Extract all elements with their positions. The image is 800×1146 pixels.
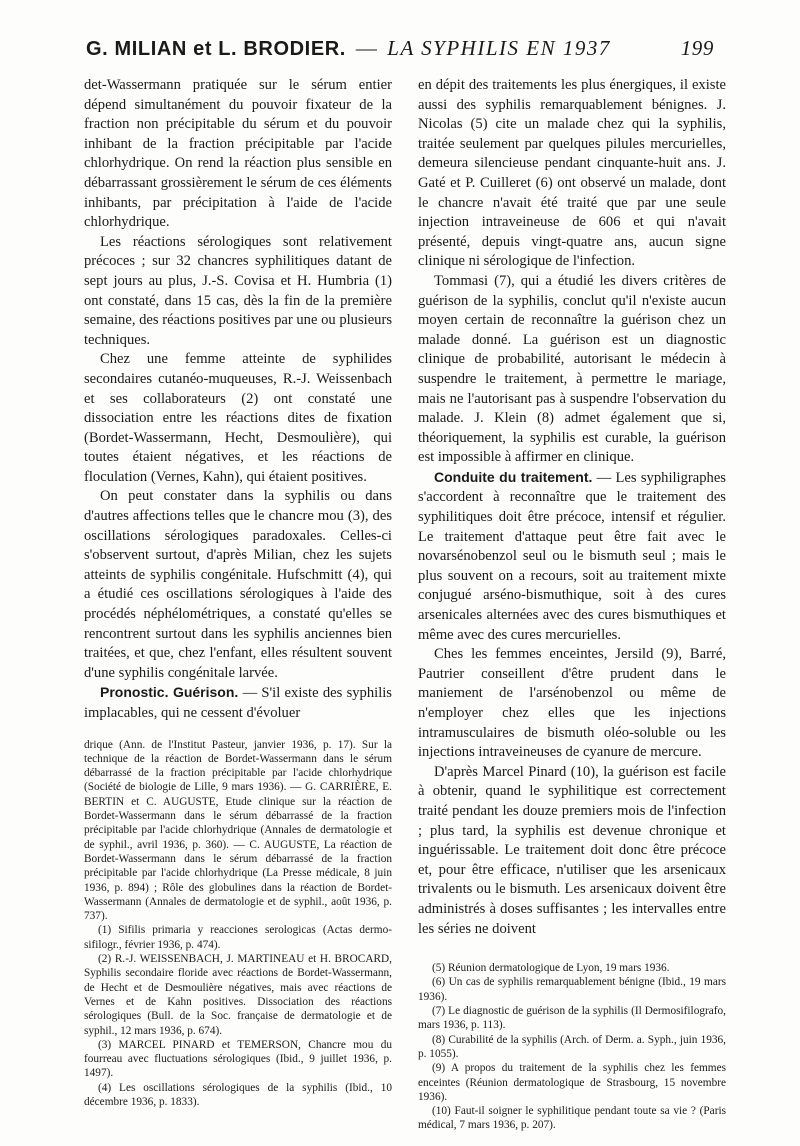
header-dash: — [355, 36, 378, 60]
footnote: (7) Le diagnostic de guérison de la syphilis (Il Dermosifilografo, mars 1936, p. 113). [418, 1005, 726, 1032]
body-paragraph: Ches les femmes enceintes, Jersild (9), Barré, Pautrier conseillent d'être prudent dans le maniement de l'arsénobenzol ou même de n'employer chez elles que les injections intramusculaires de bismuth oléo-soluble ou les injections intraveineuses de cyanure de mercure. [418, 646, 726, 761]
body-paragraph: Les réactions sérologiques sont relativement précoces ; sur 32 chancres syphilitiques datant de sept jours au plus, J.-S. Covisa et H. Humbria (1) ont constaté, dans 15 cas, dès la fin de la première semaine, des réactions positives par une ou plusieurs techniques. [84, 233, 393, 348]
pronostic-text: — S'il existe des syphilis implacables, qui ne cessent d'évoluer [84, 685, 392, 721]
footnote: (2) R.-J. WEISSENBACH, J. MARTINEAU et H. BROCARD, Syphilis secondaire floride avec réactions de Bordet-Wassermann, de Hecht et de Desmoulière négatives, mais avec réactions de Vernes et de Kahn positives. Dissociation des réactions sérologiques (Bull. de la Soc. française de dermatologie et de syphil., 12 mars 1936, p. 674). [84, 953, 392, 1037]
footnote: (5) Réunion dermatologique de Lyon, 19 mars 1936. [432, 962, 670, 975]
conduite-paragraph [418, 468, 726, 645]
running-header [86, 36, 714, 76]
conduite-text: — Les syphiligraphes s'accordent à reconnaître que le traitement des syphilitiques doit être précoce, intensif et régulier. Le traitement d'attaque peut être fait avec le novarsénobenzol seul ou le bismuth seul ; mais le plus souvent on a recours, soit au traitement mixte conjugué arséno-bismuthique, soit à des cures arsenicales alternées avec des cures bismuthiques et même avec des cures mercurielles. [418, 469, 726, 643]
body-paragraph: en dépit des traitements les plus énergiques, il existe aussi des syphilis remarquablement bénignes. J. Nicolas (5) cite un malade chez qui la syphilis, traitée seulement par quelques pilules mercurielles, demeura silencieuse pendant cinquante-huit ans. J. Gaté et P. Cuilleret (6) ont observé un malade, dont le chancre n'avait été traité que par une seule injection intraveineuse de 606 et qui n'avait présenté, depuis vingt-quatre ans, aucun signe clinique ni sérologique de l'infection. [418, 77, 726, 270]
body-paragraph: D'après Marcel Pinard (10), la guérison est facile à obtenir, quand le syphilitique est correctement traité pendant les douze premiers mois de l'infection ; plus tard, la syphilis est devenue chronique et inguérissable. Le traitement doit donc être précoce et, pour être efficace, n'utiliser que les arsenicaux trivalents ou le bismuth. Les arsenicaux doivent être administrés à doses suffisantes ; les intervalles entre les séries ne doivent [418, 763, 726, 937]
footnotes-left [84, 738, 392, 1110]
section-heading-pronostic: Pronostic. Guérison. [100, 684, 239, 701]
section-heading-conduite: Conduite du traitement. [434, 468, 593, 485]
body-paragraph: On peut constater dans la syphilis ou dans d'autres affections telles que le chancre mou (3), des oscillations sérologiques paradoxales. Celles-ci s'observent surtout, d'après Milian, chez les sujets atteints de syphilis congénitale. Hufschmitt (4), qui a étudié ces oscillations sérologiques à l'aide des procédés néphélométriques, a constaté qu'elles se rencontrent surtout dans les syphilis anciennes bien traitées, et que, chez l'enfant, elles résultent souvent d'une syphilis congénitale larvée. [84, 488, 392, 681]
footnote: (3) MARCEL PINARD et TEMERSON, Chancre mou du fourreau avec fluctuations sérologiques (Ibid., 9 juillet 1936, p. 1497). [84, 1038, 392, 1080]
footnote: (9) A propos du traitement de la syphilis chez les femmes enceintes (Réunion dermatologique de Strasbourg, 15 novembre 1936). [418, 1062, 726, 1103]
body-paragraph: Tommasi (7), qui a étudié les divers critères de guérison de la syphilis, conclut qu'il n'existe aucun moyen certain de reconnaître la guérison chez un malade donné. La guérison est un diagnostic clinique de probabilité, autorisant le médecin à suspendre le traitement, à permettre le mariage, mais ne l'autorisant pas à suspendre l'observation du malade. J. Klein (8) admet également que si, théoriquement, la syphilis est curable, la guérison est impossible à affirmer en clinique. [418, 272, 726, 466]
page-number: 199 [680, 36, 714, 60]
body-paragraph: det-Wassermann pratiquée sur le sérum entier dépend simultanément du pouvoir fixateur de la fraction non précipitable du sérum et du pouvoir inhibant de la fraction précipitable par l'acide chlorhydrique. On rend la réaction plus sensible en débarrassant grossièrement le sérum de ces éléments inhibants, par précipitation à l'aide de l'acide chlorhydrique. [84, 77, 392, 231]
footnote: drique (Ann. de l'Institut Pasteur, janvier 1936, p. 17). Sur la technique de la réaction de Bordet-Wassermann dans le sérum débarrassé de la fraction précipitable par l'acide chlorhydrique (Société de biologie de Lille, 9 mars 1936). — G. CARRIÈRE, E. BERTIN et C. AUGUSTE, Etude clinique sur la réaction de Bordet-Wassermann dans le sérum débarrassé de la fraction précipitable par l'acide chlorhydrique (Annales de dermatologie et de syphil., avril 1936, p. 360). — C. AUGUSTE, La réaction de Bordet-Wassermann dans le sérum débarrassé de la fraction précipitable par l'acide chlorhydrique (La Presse médicale, 8 juin 1936, p. 894) ; Rôle des globulines dans la réaction de Bordet-Wassermann (Annales de dermatologie et de syphil., août 1936, p. 737). [84, 738, 392, 923]
footnote: (1) Sifilis primaria y reacciones serologicas (Actas dermo-sifilogr., février 1936, p. 474). [84, 924, 392, 951]
pronostic-paragraph [84, 683, 392, 723]
header-authors: G. MILIAN et L. BRODIER. [86, 38, 346, 60]
footnote: (6) Un cas de syphilis remarquablement bénigne (Ibid., 19 mars 1936). [418, 976, 726, 1003]
left-column [84, 76, 392, 1109]
right-column [418, 76, 726, 1133]
footnote: (8) Curabilité de la syphilis (Arch. of Derm. a. Syph., juin 1936, p. 1055). [418, 1033, 726, 1060]
body-paragraph: Chez une femme atteinte de syphilides secondaires cutanéo-muqueuses, R.-J. Weissenbach et ses collaborateurs (2) ont constaté une dissociation entre les réactions dites de fixation (Bordet-Wassermann, Hecht, Desmoulière), qui toutes étaient négatives, et les réactions de floculation (Vernes, Kahn), qui étaient positives. [84, 351, 392, 485]
footnotes-right [418, 961, 726, 1133]
header-title: LA SYPHILIS EN 1937 [387, 36, 611, 60]
footnote: (10) Faut-il soigner le syphilitique pendant toute sa vie ? (Paris médical, 7 mars 1936, p. 207). [418, 1105, 726, 1132]
footnote: (4) Les oscillations sérologiques de la syphilis (Ibid., 10 décembre 1936, p. 1833). [84, 1081, 392, 1109]
